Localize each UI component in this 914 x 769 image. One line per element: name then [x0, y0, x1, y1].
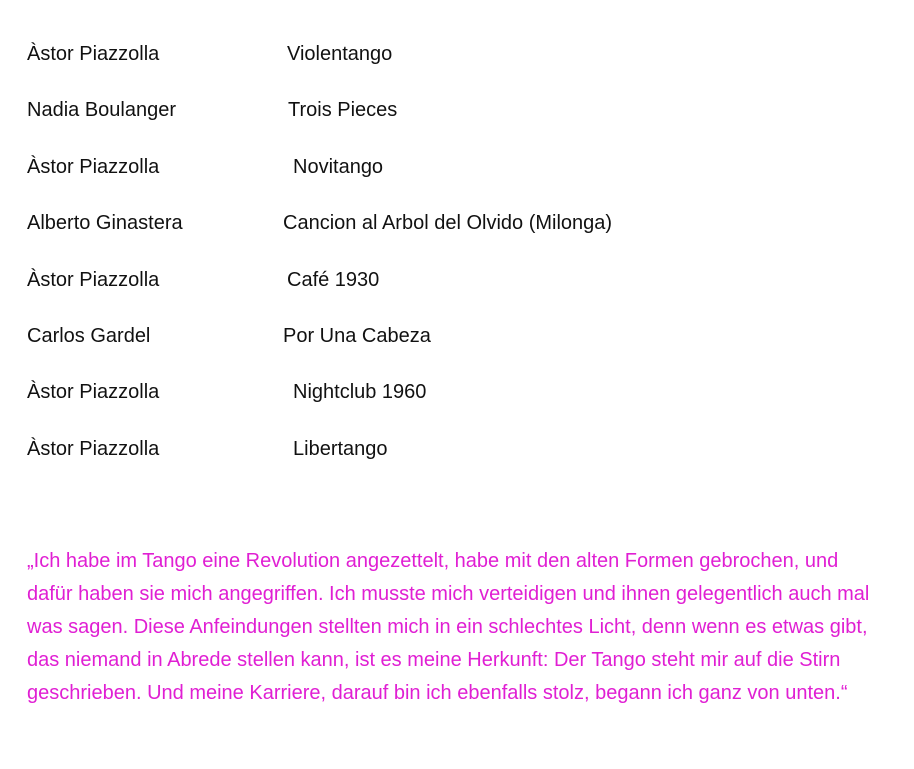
- piazzolla-quote: „Ich habe im Tango eine Revolution angezettelt, habe mit den alten Formen gebrochen, und dafür haben sie mich angegriffen. Ich musste mich verteidigen und ihnen gelegentlich auch mal was sagen. Diese Anfeindungen stellten mich in ein schlechtes Licht, denn wenn es etwas gibt, das niemand in Abrede stellen kann, ist es meine Herkunft: Der Tango steht mir auf die Stirn geschrieben. Und meine Karriere, darauf bin ich ebenfalls stolz, begann ich ganz von unten.“: [27, 550, 870, 704]
- composer-name: Alberto Ginastera: [27, 212, 183, 235]
- program-row: [27, 266, 887, 322]
- work-title: Café 1930: [287, 268, 380, 291]
- program-row: [27, 153, 887, 209]
- composer-name: Àstor Piazzolla: [27, 155, 160, 178]
- composer-name: Carlos Gardel: [27, 324, 151, 347]
- composer-name: Àstor Piazzolla: [27, 437, 160, 460]
- program-row: [27, 435, 887, 491]
- composer-name: Àstor Piazzolla: [27, 268, 160, 291]
- composer-name: Àstor Piazzolla: [27, 381, 160, 404]
- work-title: Libertango: [293, 437, 388, 460]
- work-title: Violentango: [287, 43, 393, 65]
- composer-name: Àstor Piazzolla: [27, 43, 160, 65]
- program-row: [27, 96, 887, 152]
- work-title: Nightclub 1960: [293, 381, 427, 404]
- composer-name: Nadia Boulanger: [27, 99, 176, 122]
- program-row: [27, 378, 887, 434]
- work-title: Cancion al Arbol del Olvido (Milonga): [283, 212, 613, 235]
- work-title: Por Una Cabeza: [283, 324, 431, 347]
- program-row: [27, 209, 887, 265]
- program-row: [27, 322, 887, 378]
- work-title: Trois Pieces: [288, 99, 398, 122]
- program-row: [27, 40, 887, 96]
- program-list: [27, 40, 887, 491]
- work-title: Novitango: [293, 155, 384, 178]
